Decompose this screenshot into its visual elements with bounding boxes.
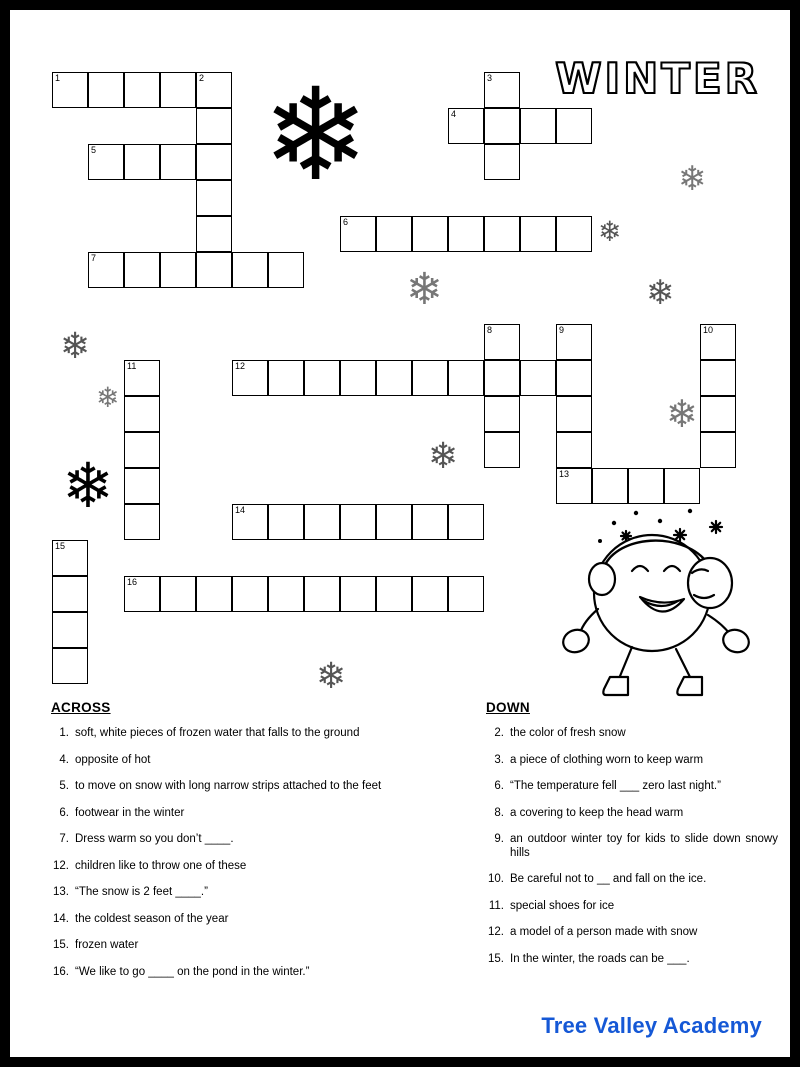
clue-text: Be careful not to __ and fall on the ice. <box>510 873 707 885</box>
clue-number: 14. <box>53 912 69 925</box>
down-clues <box>478 700 778 979</box>
crossword-cell[interactable] <box>124 504 160 540</box>
snowflake-small-1-icon: ❄ <box>678 160 707 198</box>
clue-item <box>478 926 778 940</box>
cell-number: 8 <box>487 325 493 335</box>
crossword-cell[interactable] <box>448 108 484 144</box>
crossword-cell[interactable] <box>556 432 592 468</box>
cell-number: 10 <box>703 325 714 335</box>
crossword-cell[interactable] <box>448 504 484 540</box>
crossword-cell[interactable] <box>520 108 556 144</box>
crossword-cell[interactable] <box>484 432 520 468</box>
clue-item <box>43 966 438 980</box>
crossword-cell[interactable] <box>484 144 520 180</box>
crossword-cell[interactable] <box>340 360 376 396</box>
down-clue-list <box>478 727 778 966</box>
clue-text: soft, white pieces of frozen water that falls to the ground <box>75 727 360 739</box>
clue-number: 15. <box>53 939 69 951</box>
crossword-cell[interactable] <box>484 72 520 108</box>
clue-text: special shoes for ice <box>510 899 615 912</box>
crossword-cell[interactable] <box>196 72 232 108</box>
clue-number: 12. <box>53 859 69 872</box>
crossword-cell[interactable] <box>520 216 556 252</box>
crossword-cell[interactable] <box>556 396 592 432</box>
crossword-cell[interactable] <box>304 504 340 540</box>
crossword-cell[interactable] <box>196 216 232 252</box>
clue-number: 16. <box>53 965 69 978</box>
cell-number: 16 <box>127 577 138 587</box>
crossword-cell[interactable] <box>700 396 736 432</box>
clue-number: 15. <box>488 952 504 965</box>
crossword-cell[interactable] <box>412 216 448 252</box>
clue-number: 4. <box>59 753 69 766</box>
clue-item <box>478 833 778 860</box>
snowflake-small-2-icon: ❄ <box>598 216 622 247</box>
crossword-cell[interactable] <box>628 468 664 504</box>
crossword-cell[interactable] <box>268 360 304 396</box>
clue-text: the coldest season of the year <box>75 912 229 925</box>
crossword-cell[interactable] <box>484 396 520 432</box>
snowflake-small-5-icon: ❄ <box>60 325 91 366</box>
across-heading: ACROSS <box>51 700 111 715</box>
clue-text: children like to throw one of these <box>75 859 247 872</box>
worksheet-page <box>10 10 790 1057</box>
clue-text: an outdoor winter toy for kids to slide down snowy hills <box>510 833 778 859</box>
crossword-cell[interactable] <box>52 648 88 684</box>
clue-item <box>43 913 438 927</box>
crossword-cell[interactable] <box>124 360 160 396</box>
crossword-cell[interactable] <box>268 504 304 540</box>
crossword-cell[interactable] <box>556 108 592 144</box>
cell-number: 15 <box>55 541 66 551</box>
crossword-cell[interactable] <box>376 576 412 612</box>
snowflake-small-6-icon: ❄ <box>96 382 120 413</box>
clue-item <box>478 900 778 914</box>
clue-text: opposite of hot <box>75 753 151 766</box>
crossword-cell[interactable] <box>556 324 592 360</box>
down-heading: DOWN <box>486 700 530 715</box>
cell-number: 2 <box>199 73 205 83</box>
crossword-cell[interactable] <box>196 576 232 612</box>
clue-text: to move on snow with long narrow strips attached to the feet <box>75 780 382 792</box>
cell-number: 1 <box>55 73 61 83</box>
snowflake-small-4-icon: ❄ <box>646 274 675 312</box>
cell-number: 9 <box>559 325 565 335</box>
clue-item <box>43 807 438 821</box>
cell-number: 14 <box>235 505 246 515</box>
snowflake-small-3-icon: ❄ <box>406 265 443 314</box>
clue-number: 11. <box>488 899 504 912</box>
crossword-cell[interactable] <box>196 144 232 180</box>
brand-footer: Tree Valley Academy <box>541 1013 762 1038</box>
crossword-cell[interactable] <box>448 360 484 396</box>
crossword-cell[interactable] <box>232 252 268 288</box>
snowflake-small-7-icon: ❄ <box>666 394 698 436</box>
page-title: WINTER <box>555 54 760 103</box>
crossword-cell[interactable] <box>304 360 340 396</box>
clue-text: “The snow is 2 feet ____.” <box>75 886 208 898</box>
crossword-cell[interactable] <box>484 324 520 360</box>
clue-item <box>43 833 438 847</box>
crossword-cell[interactable] <box>700 324 736 360</box>
crossword-cell[interactable] <box>88 252 124 288</box>
crossword-cell[interactable] <box>412 360 448 396</box>
clue-number: 13. <box>53 886 69 898</box>
crossword-cell[interactable] <box>376 360 412 396</box>
crossword-cell[interactable] <box>52 72 88 108</box>
crossword-cell[interactable] <box>484 216 520 252</box>
cell-number: 6 <box>343 217 349 227</box>
clue-number: 1. <box>59 727 69 739</box>
snowflake-small-9-icon: ❄ <box>316 655 347 696</box>
clue-number: 8. <box>494 806 504 819</box>
crossword-cell[interactable] <box>124 468 160 504</box>
clue-text: “We like to go ____ on the pond in the winter.” <box>75 965 310 978</box>
clue-text: the color of fresh snow <box>510 727 626 739</box>
crossword-cell[interactable] <box>304 576 340 612</box>
crossword-cell[interactable] <box>448 216 484 252</box>
cell-number: 3 <box>487 73 493 83</box>
clue-item <box>478 727 778 741</box>
crossword-cell[interactable] <box>664 468 700 504</box>
crossword-cell[interactable] <box>124 252 160 288</box>
crossword-cell[interactable] <box>124 396 160 432</box>
crossword-cell[interactable] <box>196 108 232 144</box>
crossword-cell[interactable] <box>52 576 88 612</box>
crossword-cell[interactable] <box>448 576 484 612</box>
clue-text: a piece of clothing worn to keep warm <box>510 753 704 766</box>
clue-number: 3. <box>494 753 504 766</box>
clue-item <box>43 727 438 741</box>
crossword-cell[interactable] <box>268 252 304 288</box>
crossword-cell[interactable] <box>340 504 376 540</box>
cell-number: 7 <box>91 253 97 263</box>
snowflake-large-left-icon: ❄ <box>62 452 114 521</box>
crossword-cell[interactable] <box>88 144 124 180</box>
clue-item <box>43 860 438 874</box>
crossword-cell[interactable] <box>556 468 592 504</box>
crossword-cell[interactable] <box>160 72 196 108</box>
crossword-cell[interactable] <box>268 576 304 612</box>
clue-text: a model of a person made with snow <box>510 926 698 938</box>
clue-number: 5. <box>59 780 69 792</box>
across-clues <box>43 700 438 992</box>
cell-number: 11 <box>127 361 137 371</box>
crossword-cell[interactable] <box>232 576 268 612</box>
crossword-cell[interactable] <box>196 180 232 216</box>
crossword-cell[interactable] <box>700 432 736 468</box>
clue-text: Dress warm so you don’t ____. <box>75 833 234 845</box>
clue-text: “The temperature fell ___ zero last night.” <box>510 780 721 792</box>
crossword-cell[interactable] <box>124 144 160 180</box>
clue-number: 7. <box>59 833 69 845</box>
clue-text: footwear in the winter <box>75 806 185 819</box>
clue-item <box>478 780 778 794</box>
crossword-cell[interactable] <box>412 504 448 540</box>
clue-item <box>43 886 438 900</box>
crossword-cell[interactable] <box>340 576 376 612</box>
crossword-cell[interactable] <box>376 504 412 540</box>
clue-item <box>43 754 438 768</box>
crossword-cell[interactable] <box>556 216 592 252</box>
crossword-cell[interactable] <box>52 612 88 648</box>
crossword-cell[interactable] <box>412 576 448 612</box>
clue-item <box>478 873 778 887</box>
crossword-cell[interactable] <box>484 360 520 396</box>
clue-number: 9. <box>494 833 504 845</box>
clue-text: In the winter, the roads can be ___. <box>510 952 690 965</box>
clue-item <box>478 754 778 768</box>
across-clue-list <box>43 727 438 979</box>
crossword-cell[interactable] <box>124 72 160 108</box>
crossword-cell[interactable] <box>592 468 628 504</box>
crossword-cell[interactable] <box>520 360 556 396</box>
crossword-cell[interactable] <box>196 252 232 288</box>
crossword-cell[interactable] <box>340 216 376 252</box>
clue-number: 6. <box>494 780 504 792</box>
clue-number: 10. <box>488 873 504 885</box>
crossword-cell[interactable] <box>160 144 196 180</box>
clue-number: 2. <box>494 727 504 739</box>
cell-number: 5 <box>91 145 97 155</box>
crossword-cell[interactable] <box>160 576 196 612</box>
crossword-cell[interactable] <box>232 360 268 396</box>
clue-item <box>43 780 438 794</box>
snowflake-small-8-icon: ❄ <box>428 435 459 476</box>
clue-text: frozen water <box>75 939 139 951</box>
crossword-cell[interactable] <box>124 432 160 468</box>
cell-number: 4 <box>451 109 457 119</box>
clue-item <box>43 939 438 953</box>
clue-number: 6. <box>59 806 69 819</box>
clue-text: a covering to keep the head warm <box>510 806 684 819</box>
crossword-cell[interactable] <box>88 72 124 108</box>
snowman-illustration <box>540 505 770 710</box>
crossword-cell[interactable] <box>232 504 268 540</box>
clue-item <box>478 807 778 821</box>
snowflake-large-top-icon: ❄ <box>262 64 370 207</box>
crossword-cell[interactable] <box>556 360 592 396</box>
crossword-cell[interactable] <box>124 576 160 612</box>
cell-number: 12 <box>235 361 246 371</box>
crossword-cell[interactable] <box>484 108 520 144</box>
crossword-cell[interactable] <box>52 540 88 576</box>
cell-number: 13 <box>559 469 570 479</box>
crossword-cell[interactable] <box>376 216 412 252</box>
clue-item <box>478 953 778 967</box>
crossword-cell[interactable] <box>160 252 196 288</box>
crossword-cell[interactable] <box>700 360 736 396</box>
clue-number: 12. <box>488 926 504 938</box>
